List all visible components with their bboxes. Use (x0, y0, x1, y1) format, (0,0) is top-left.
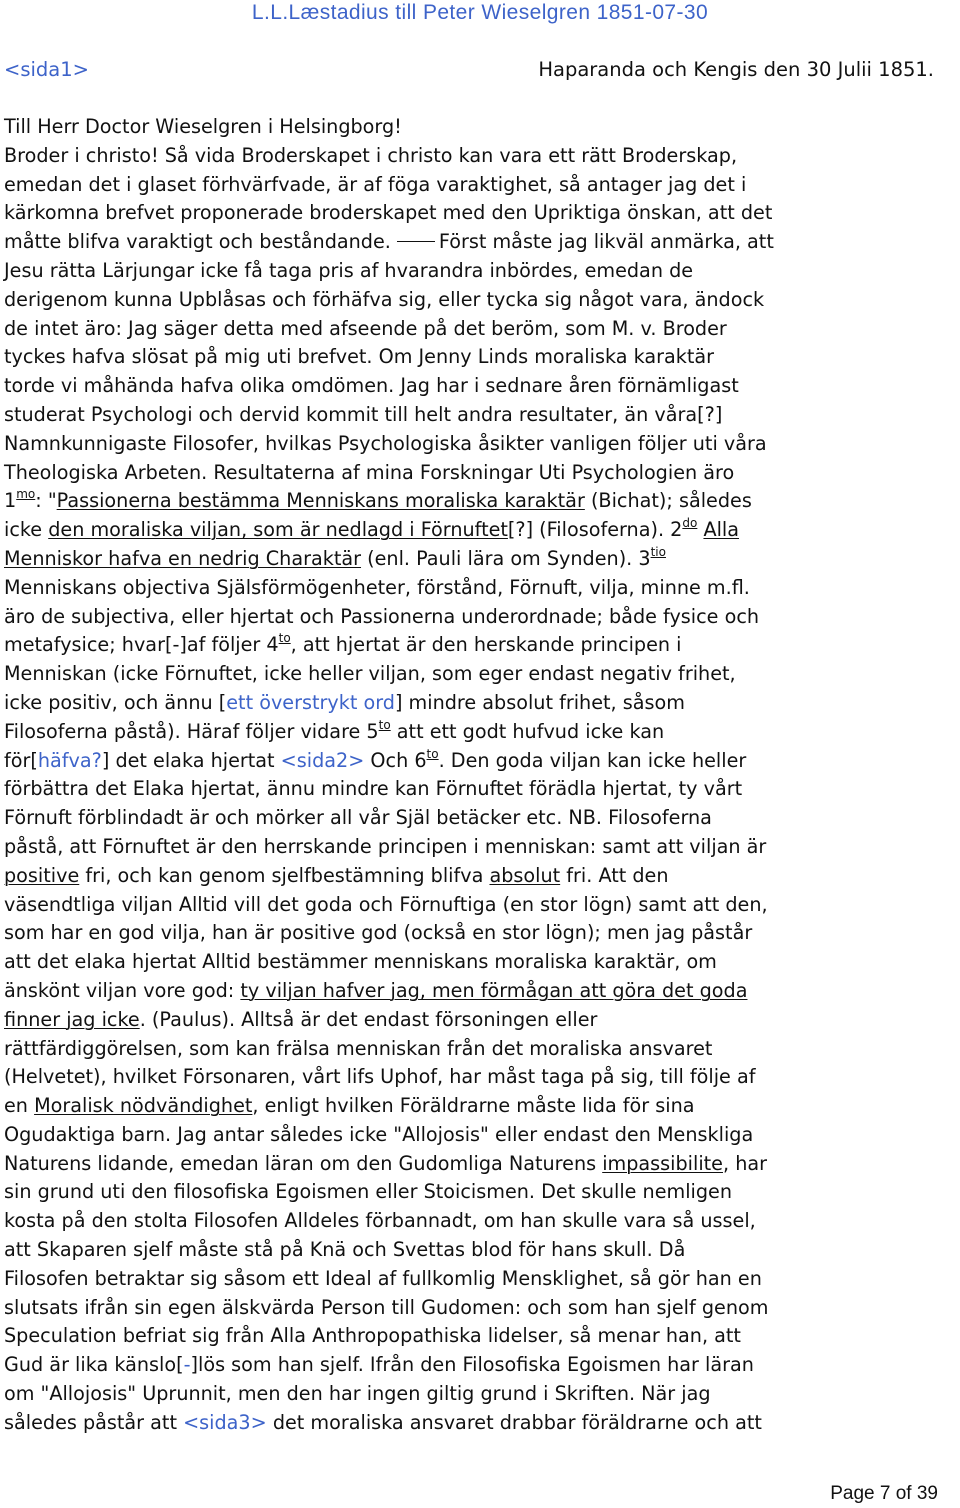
text-line (4, 113, 952, 142)
text-line (4, 775, 952, 804)
text-run: väsendtliga viljan Alltid vill det goda och Förnuftiga (en stor lögn) samt att den, (4, 892, 768, 916)
text-run: , att hjertat är den herskande principen i (290, 633, 682, 657)
page-marker-sida2[interactable]: <sida2> (280, 748, 365, 772)
page-marker-sida1[interactable]: <sida1> (4, 58, 89, 81)
text-run: som har en god vilja, han är positive god (också en stor lögn); men jag påstår (4, 921, 753, 945)
page-number: Page 7 of 39 (830, 1483, 938, 1504)
text-run: derigenom kunna Upblåsas och förhäfva sig, eller tycka sig något vara, ändock (4, 287, 765, 311)
text-line (4, 660, 952, 689)
text-line (4, 603, 952, 632)
text-run: kärkomna brefvet proponerade broderskapet med den Upriktiga önskan, att det (4, 201, 773, 225)
text-line (4, 545, 952, 574)
text-run: ] mindre absolut frihet, såsom (394, 690, 685, 714)
letter-header (4, 56, 934, 84)
text-line (4, 286, 952, 315)
text-line (4, 1351, 952, 1380)
text-line (4, 1380, 952, 1409)
text-line (4, 1006, 952, 1035)
letter-body (4, 113, 952, 1438)
text-line (4, 574, 952, 603)
text-line (4, 1207, 952, 1236)
text-line (4, 487, 952, 516)
text-line (4, 343, 952, 372)
underlined-phrase: positive (4, 863, 80, 887)
text-run: . Den goda viljan kan icke heller (438, 748, 747, 772)
page-marker-sida3[interactable]: <sida3> (183, 1410, 267, 1434)
text-run: Först måste jag likväl anmärka, att (438, 230, 774, 254)
text-line (4, 257, 952, 286)
place-date: Haparanda och Kengis den 30 Julii 1851. (538, 58, 934, 81)
text-run: änskönt viljan vore god: (4, 978, 241, 1002)
text-line (4, 1322, 952, 1351)
text-run: [?] (Filosoferna). 2 (507, 518, 683, 542)
text-run: emedan det i glaset förhvärfvade, är af föga varaktighet, så antager jag det i (4, 172, 747, 196)
text-run: tyckes hafva slösat på mig uti brefvet. Om Jenny Linds moraliska karaktär (4, 345, 715, 369)
text-run: fri. Att den (560, 863, 669, 887)
text-run: (Helvetet), hvilket Försonaren, vårt lifs Uphof, har måst taga på sig, till följe af (4, 1065, 756, 1089)
text-line (4, 315, 952, 344)
text-run: (Bichat); således (584, 489, 752, 513)
text-run: påstå, att Förnuftet är den herrskande principen i menniskan: samt att viljan är (4, 834, 767, 858)
editorial-note[interactable]: ett överstrykt ord (226, 690, 395, 714)
text-run: att Skaparen sjelf måste stå på Knä och Svettas blod för hans skull. Då (4, 1238, 686, 1262)
text-run: studerat Psychologi och dervid kommit till helt andra resultater, än våra[?] (4, 402, 723, 426)
text-line (4, 401, 952, 430)
text-run: äro de subjectiva, eller hjertat och Passionerna underordnade; både fysice och (4, 604, 760, 628)
text-line (4, 1121, 952, 1150)
text-line (4, 171, 952, 200)
text-line (4, 718, 952, 747)
text-run: 1 (4, 489, 17, 513)
text-run: Filosoferna påstå). Häraf följer vidare 5 (4, 719, 379, 743)
text-line (4, 1265, 952, 1294)
page-title: L.L.Læstadius till Peter Wieselgren 1851-07-30 (251, 1, 709, 24)
text-line (4, 459, 952, 488)
text-line (4, 228, 952, 257)
text-run: Till Herr Doctor Wieselgren i Helsingborg! (4, 115, 402, 138)
editorial-note[interactable]: - (183, 1353, 191, 1377)
text-run: Ogudaktiga barn. Jag antar således icke "Allojosis" eller endast den Menskliga (4, 1122, 754, 1146)
text-line (4, 372, 952, 401)
text-run: . (Paulus). Alltså är det endast försoningen eller (139, 1007, 598, 1031)
text-line (4, 977, 952, 1006)
text-run: Theologiska Arbeten. Resultaterna af mina Forskningar Uti Psychologien äro (4, 460, 735, 484)
text-run: , enligt hvilken Föräldrarne måste lida för sina (252, 1094, 695, 1118)
text-run: det moraliska ansvaret drabbar föräldrarne och att (266, 1410, 762, 1434)
text-line (4, 804, 952, 833)
ordinal-superscript: mo (16, 487, 36, 502)
text-line (4, 1063, 952, 1092)
text-line (4, 948, 952, 977)
text-run: att ett godt hufvud icke kan (390, 719, 665, 743)
text-run: : " (35, 489, 57, 513)
text-run: Och 6 (364, 748, 427, 772)
text-line (4, 199, 952, 228)
text-run: för[ (4, 748, 38, 772)
text-line (4, 516, 952, 545)
text-line (4, 1409, 952, 1438)
text-line (4, 631, 952, 660)
text-run: ]lös som han sjelf. Ifrån den Filosofiska Egoismen har läran (190, 1353, 754, 1377)
text-line (4, 833, 952, 862)
text-run: Namnkunnigaste Filosofer, hvilkas Psychologiska åsikter vanligen följer uti våra (4, 431, 767, 455)
text-line (4, 919, 952, 948)
text-run: icke (4, 518, 49, 542)
text-run: en (4, 1094, 35, 1118)
text-run: Filosofen betraktar sig såsom ett Ideal af fullkomlig Mensklighet, så gör han en (4, 1266, 762, 1290)
text-run: ] det elaka hjertat (101, 748, 281, 772)
underlined-phrase: Passionerna bestämma Menniskans moraliska karaktär (56, 489, 585, 513)
text-run: fri, och kan genom sjelfbestämning blifva (79, 863, 490, 887)
text-run: förbättra det Elaka hjertat, ännu mindre kan Förnuftet förädla hjertat, ty vårt (4, 777, 743, 801)
text-line (4, 1092, 952, 1121)
text-line (4, 142, 952, 171)
text-line (4, 430, 952, 459)
text-line (4, 689, 952, 718)
ordinal-superscript: to (426, 746, 439, 761)
text-line (4, 747, 952, 776)
text-line (4, 862, 952, 891)
text-run: Förnuft förblindadt är och mörker all vår Själ betäcker etc. NB. Filosoferna (4, 806, 712, 830)
text-run: de intet äro: Jag säger detta med afseende på det beröm, som M. v. Broder (4, 316, 727, 340)
underlined-phrase: ty viljan hafver jag, men förmågan att göra det goda (240, 978, 748, 1002)
text-run: torde vi måhända hafva olika omdömen. Jag har i sednare åren förnämligast (4, 374, 739, 398)
text-run: om "Allojosis" Uprunnit, men den har ingen giltig grund i Skriften. När jag (4, 1382, 711, 1406)
underlined-phrase: finner jag icke (4, 1007, 140, 1031)
text-run: således påstår att (4, 1410, 184, 1434)
underlined-phrase: den moraliska viljan, som är nedlagd i Förnuftet (48, 518, 508, 542)
text-run: Gud är lika känslo[ (4, 1353, 184, 1377)
em-dash-rule (397, 241, 435, 242)
text-run: icke positiv, och ännu [ (4, 690, 227, 714)
text-line (4, 891, 952, 920)
underlined-phrase: absolut (489, 863, 561, 887)
text-line (4, 1294, 952, 1323)
underlined-phrase: Menniskor hafva en nedrig Charaktär (4, 546, 362, 570)
underlined-phrase: impassibilite (602, 1151, 723, 1175)
text-run: Menniskans objectiva Själsförmögenheter, förstånd, Förnuft, vilja, minne m.fl. (4, 575, 750, 599)
text-run: Menniskan (icke Förnuftet, icke heller viljan, som eger endast negativ frihet, (4, 662, 736, 686)
text-line (4, 1150, 952, 1179)
text-run: kosta på den stolta Filosofen Alldeles förbannadt, om han skulle vara så ussel, (4, 1209, 756, 1233)
underlined-phrase: Alla (703, 518, 739, 542)
text-run: Broder i christo! Så vida Broderskapet i christo kan vara ett rätt Broderskap, (4, 143, 738, 167)
text-line (4, 1035, 952, 1064)
ordinal-superscript: to (378, 717, 391, 732)
text-run: slutsats ifrån sin egen älskvärda Person till Gudomen: och som han sjelf genom (4, 1295, 769, 1319)
ordinal-superscript: do (682, 516, 698, 531)
text-run: Naturens lidande, emedan läran om den Gudomliga Naturens (4, 1151, 603, 1175)
text-run: att det elaka hjertat Alltid bestämmer menniskans moraliska karaktär, om (4, 950, 717, 974)
text-run: Speculation befriat sig från Alla Anthropopathiska lidelser, så menar han, att (4, 1324, 741, 1348)
text-line (4, 1236, 952, 1265)
text-run: måtte blifva varaktigt och beståndande. (4, 230, 391, 254)
ordinal-superscript: tio (650, 544, 666, 559)
text-run: metafysice; hvar[-]af följer 4 (4, 633, 279, 657)
text-run: , har (723, 1151, 768, 1175)
text-line (4, 1178, 952, 1207)
text-run: (enl. Pauli lära om Synden). 3 (361, 546, 651, 570)
underlined-phrase: Moralisk nödvändighet (34, 1094, 253, 1118)
text-run: sin grund uti den filosofiska Egoismen eller Stoicismen. Det skulle nemligen (4, 1180, 733, 1204)
ordinal-superscript: to (278, 631, 291, 646)
editorial-note[interactable]: häfva? (37, 748, 102, 772)
text-run: rättfärdiggörelsen, som kan frälsa menniskan från det moraliska ansvaret (4, 1036, 713, 1060)
text-run: Jesu rätta Lärjungar icke få taga pris af hvarandra inbördes, emedan de (4, 258, 694, 282)
